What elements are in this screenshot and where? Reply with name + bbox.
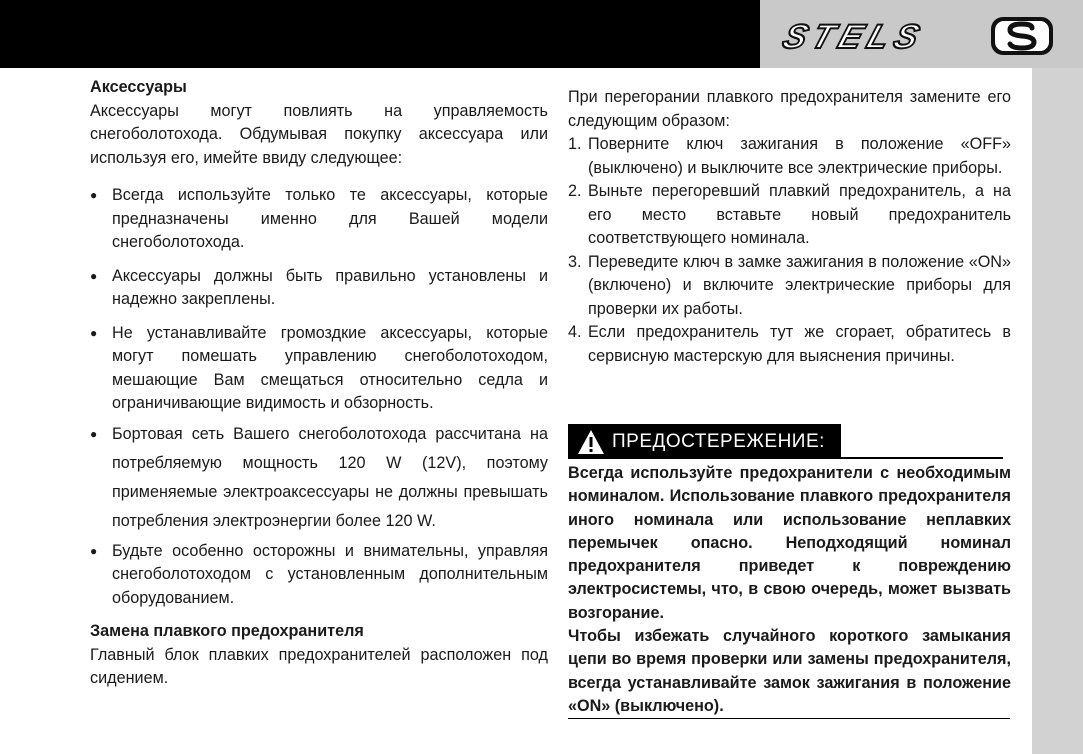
list-item bbox=[568, 321, 1011, 368]
warning-paragraph: Всегда используйте предохранители с необходимым номиналом. Использование плавкого предохранителя иного номинала или использование неплавких перемычек опасно. Неподходящий номинал предохранителя приведет к повреждению электросистемы, что, в свою очередь, может вызвать возгорание. bbox=[568, 464, 1011, 622]
list-item bbox=[568, 180, 1011, 251]
step-text: Выньте перегоревший плавкий предохранитель, а на его место вставьте новый предохранитель соответствующего номинала. bbox=[588, 182, 1011, 247]
bottom-divider bbox=[568, 718, 1010, 719]
warning-banner bbox=[568, 424, 841, 459]
fuse-heading: Замена плавкого предохранителя bbox=[90, 622, 364, 640]
right-column bbox=[568, 86, 1011, 368]
left-column bbox=[90, 76, 548, 691]
page-side-strip bbox=[1032, 68, 1083, 754]
list-item: ● Не устанавливайте громоздкие аксессуары, которые могут помешать управлению снегоболотоходом, мешающие Вам смещаться относительно седла и ограничивающие видимость и обзорность. bbox=[90, 322, 548, 416]
step-number: 2. bbox=[568, 182, 582, 200]
brand-logo-area bbox=[760, 0, 1083, 68]
warning-underline bbox=[841, 457, 1003, 459]
accessories-heading: Аксессуары bbox=[90, 78, 187, 96]
warning-text bbox=[568, 462, 1011, 718]
list-item bbox=[568, 251, 1011, 322]
warning-triangle-icon bbox=[576, 428, 606, 456]
header-bar bbox=[0, 0, 760, 68]
list-item: ● Всегда используйте только те аксессуары, которые предназначены именно для Вашей модели снегоболотохода. bbox=[90, 184, 548, 255]
warning-paragraph: Чтобы избежать случайного короткого замыкания цепи во время проверки или замены предохранителя, всегда устанавливайте замок зажигания в положение «ON» (выключено). bbox=[568, 627, 1011, 715]
step-number: 4. bbox=[568, 323, 582, 341]
list-item: ● Будьте особенно осторожны и внимательны, управляя снегоболотоходом с установленным дополнительным оборудованием. bbox=[90, 540, 548, 611]
accessories-intro: Аксессуары могут повлиять на управляемость снегоболотохода. Обдумывая покупку аксессуара или используя его, имейте ввиду следующее: bbox=[90, 101, 548, 167]
list-item bbox=[568, 133, 1011, 180]
list-item: ● Бортовая сеть Вашего снегоболотохода рассчитана на потребляемую мощность 120 W (12V), поэтому применяемые электроаксессуары не должны превышать потребления электроэнергии более 120 W. bbox=[90, 420, 548, 536]
brand-s-icon bbox=[988, 14, 1056, 58]
step-number: 1. bbox=[568, 135, 582, 153]
brand-logo: STELS bbox=[777, 18, 930, 56]
step-number: 3. bbox=[568, 252, 582, 271]
fuse-location-text: Главный блок плавких предохранителей расположен под сидением. bbox=[90, 645, 548, 687]
step-text: Поверните ключ зажигания в положение «OFF» (выключено) и выключите все электрические приборы. bbox=[588, 135, 1011, 177]
warning-label: ПРЕДОСТЕРЕЖЕНИЕ: bbox=[612, 430, 825, 452]
list-item: ● Аксессуары должны быть правильно установлены и надежно закреплены. bbox=[90, 265, 548, 312]
step-text: Если предохранитель тут же сгорает, обратитесь в сервисную мастерскую для выяснения причины. bbox=[588, 323, 1011, 365]
fuse-replace-intro: При перегорании плавкого предохранителя замените его следующим образом: bbox=[568, 88, 1011, 130]
step-text: Переведите ключ в замке зажигания в положение «ON» (включено) и включите электрические приборы для проверки их работы. bbox=[588, 252, 1011, 318]
